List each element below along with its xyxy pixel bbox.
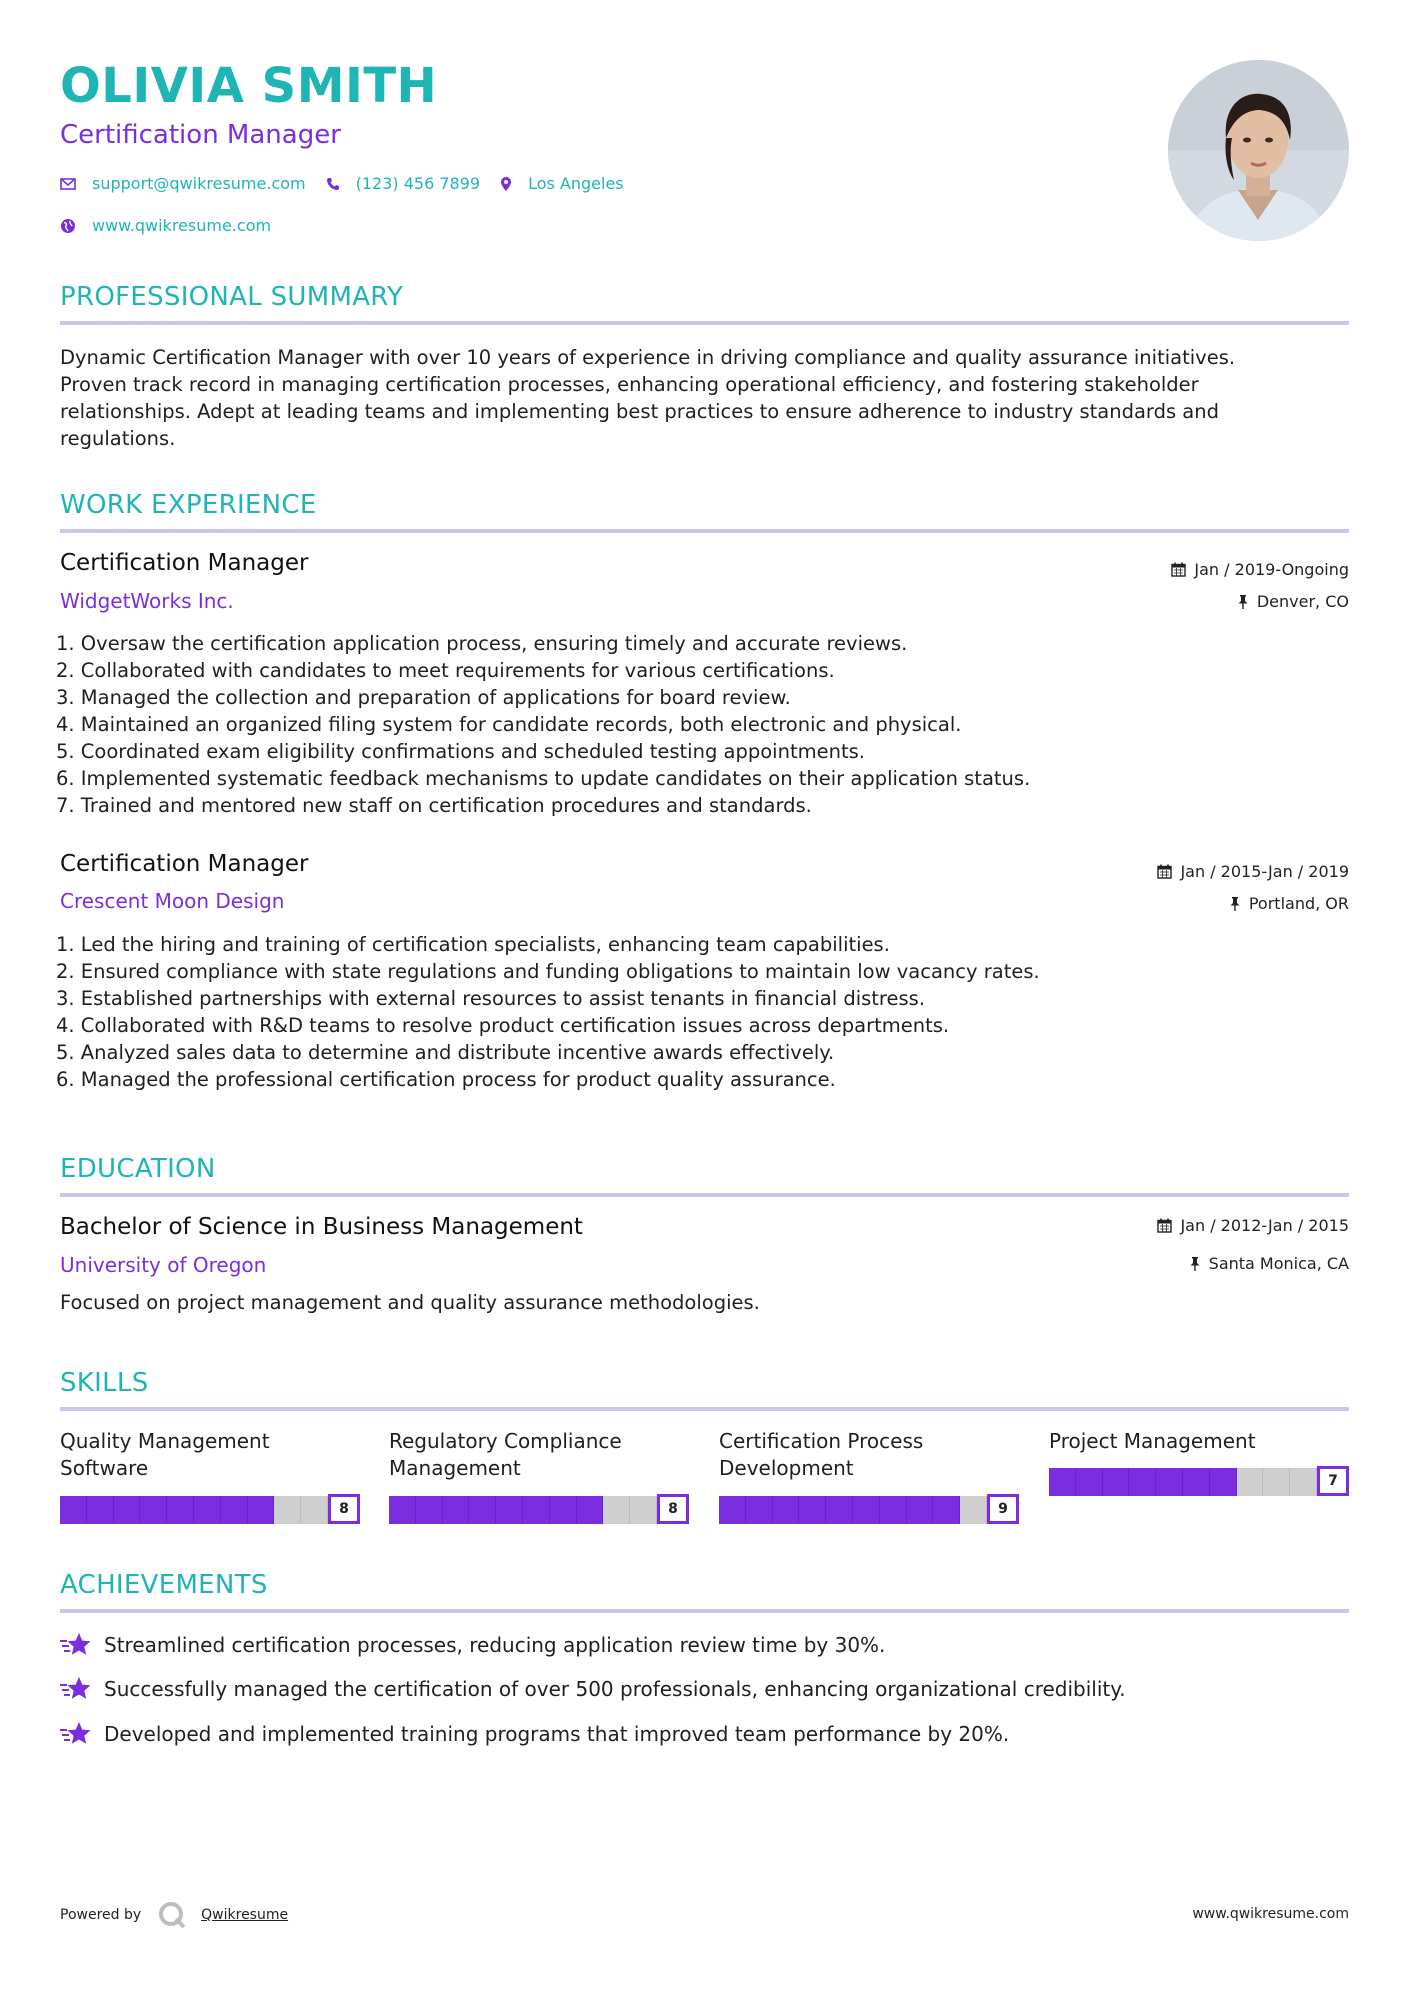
star-icon bbox=[60, 1675, 92, 1703]
pushpin-icon bbox=[1237, 594, 1249, 609]
candidate-name: OLIVIA SMITH bbox=[60, 58, 438, 114]
list-item: 3. Established partnerships with external resources to assist tenants in financial distress. bbox=[56, 987, 926, 1010]
profile-photo bbox=[1168, 60, 1349, 241]
skill-segment-filled bbox=[140, 1496, 167, 1524]
education-description: Focused on project management and quality assurance methodologies. bbox=[60, 1291, 760, 1314]
skill-score: 8 bbox=[657, 1494, 689, 1524]
contact-row-secondary bbox=[60, 216, 291, 235]
skill-segment-filled bbox=[773, 1496, 800, 1524]
skill-segment-filled bbox=[826, 1496, 853, 1524]
calendar-icon bbox=[1157, 864, 1172, 879]
skill-segment-empty bbox=[630, 1496, 657, 1524]
skill-segment-filled bbox=[389, 1496, 416, 1524]
candidate-role: Certification Manager bbox=[60, 120, 341, 150]
skill-segment-filled bbox=[1129, 1468, 1156, 1496]
achievement-text: Successfully managed the certification of over 500 professionals, enhancing organizational credibility. bbox=[104, 1677, 1126, 1701]
globe-icon bbox=[60, 218, 76, 234]
pushpin-icon bbox=[1229, 896, 1241, 911]
contact-location bbox=[500, 174, 624, 193]
skill-level-bar bbox=[60, 1494, 360, 1524]
job-company: WidgetWorks Inc. bbox=[60, 589, 234, 613]
skill-item bbox=[60, 1428, 360, 1517]
star-icon bbox=[60, 1631, 92, 1659]
skill-segment-filled bbox=[1103, 1468, 1130, 1496]
skill-segment-empty bbox=[603, 1496, 630, 1524]
email-text: support@qwikresume.com bbox=[92, 174, 306, 193]
summary-line: Dynamic Certification Manager with over 10 years of experience in driving compliance and quality assurance initiatives. bbox=[60, 346, 1236, 369]
summary-line: Proven track record in managing certification processes, enhancing operational efficiency, and fostering stakeholder bbox=[60, 373, 1199, 396]
job-responsibilities bbox=[56, 931, 1296, 1093]
skill-segment-empty bbox=[301, 1496, 328, 1524]
footer-website[interactable]: www.qwikresume.com bbox=[1192, 1906, 1349, 1922]
skill-name-line: Regulatory Compliance bbox=[389, 1429, 622, 1453]
degree-title: Bachelor of Science in Business Management bbox=[60, 1214, 583, 1240]
skill-segment-filled bbox=[496, 1496, 523, 1524]
contact-website[interactable] bbox=[60, 216, 271, 235]
skill-score: 8 bbox=[328, 1494, 360, 1524]
skill-segment-filled bbox=[416, 1496, 443, 1524]
skill-segment-filled bbox=[550, 1496, 577, 1524]
skill-name-line: Certification Process bbox=[719, 1429, 924, 1453]
profile-portrait bbox=[1168, 60, 1349, 241]
skill-segment-filled bbox=[469, 1496, 496, 1524]
contact-phone[interactable] bbox=[326, 174, 480, 193]
summary-line: relationships. Adept at leading teams and implementing best practices to ensure adherence to industry standards and bbox=[60, 400, 1219, 423]
list-item: 2. Ensured compliance with state regulations and funding obligations to maintain low vacancy rates. bbox=[56, 960, 1040, 983]
skill-segment-filled bbox=[248, 1496, 275, 1524]
job-company: Crescent Moon Design bbox=[60, 889, 285, 913]
website-text: www.qwikresume.com bbox=[92, 216, 272, 235]
pushpin-icon bbox=[1189, 1256, 1201, 1271]
education-dates bbox=[1157, 1216, 1349, 1235]
education-location-text: Santa Monica, CA bbox=[1208, 1254, 1349, 1273]
skill-name bbox=[719, 1428, 1019, 1482]
skill-segment-filled bbox=[1183, 1468, 1210, 1496]
skill-name bbox=[1049, 1428, 1349, 1455]
skill-segment-filled bbox=[167, 1496, 194, 1524]
skill-name bbox=[389, 1428, 689, 1482]
list-item: 6. Managed the professional certification process for product quality assurance. bbox=[56, 1068, 836, 1091]
footer-powered-by bbox=[60, 1900, 288, 1930]
skill-segment-filled bbox=[577, 1496, 604, 1524]
achievement-item bbox=[60, 1720, 1009, 1748]
skill-level-bar bbox=[389, 1494, 689, 1524]
experience-heading: WORK EXPERIENCE bbox=[60, 490, 317, 520]
calendar-icon bbox=[1171, 562, 1186, 577]
achievement-text: Developed and implemented training programs that improved team performance by 20%. bbox=[104, 1722, 1010, 1746]
job-location-text: Denver, CO bbox=[1256, 592, 1349, 611]
achievement-item bbox=[60, 1631, 885, 1659]
job-title: Certification Manager bbox=[60, 851, 309, 877]
skill-name-line: Quality Management bbox=[60, 1429, 270, 1453]
skill-name-line: Project Management bbox=[1049, 1429, 1256, 1453]
skill-segment-filled bbox=[853, 1496, 880, 1524]
skill-item bbox=[1049, 1428, 1349, 1489]
list-item: 6. Implemented systematic feedback mechanisms to update candidates on their application status. bbox=[56, 767, 1031, 790]
skill-item bbox=[719, 1428, 1019, 1517]
skills-heading: SKILLS bbox=[60, 1368, 149, 1398]
skill-segment-filled bbox=[880, 1496, 907, 1524]
achievements-divider bbox=[60, 1609, 1349, 1613]
skill-segment-filled bbox=[799, 1496, 826, 1524]
phone-text: (123) 456 7899 bbox=[355, 174, 481, 193]
skill-score: 7 bbox=[1317, 1466, 1349, 1496]
skill-name-line: Management bbox=[389, 1456, 521, 1480]
achievement-text: Streamlined certification processes, reducing application review time by 30%. bbox=[104, 1633, 886, 1657]
summary-heading: PROFESSIONAL SUMMARY bbox=[60, 282, 404, 312]
list-item: 4. Maintained an organized filing system for candidate records, both electronic and physical. bbox=[56, 713, 962, 736]
skill-segment-filled bbox=[1076, 1468, 1103, 1496]
contact-row-primary bbox=[60, 174, 644, 193]
job-dates bbox=[1157, 862, 1349, 881]
skill-name-line: Development bbox=[719, 1456, 854, 1480]
skill-segment-filled bbox=[221, 1496, 248, 1524]
list-item: 5. Coordinated exam eligibility confirmations and scheduled testing appointments. bbox=[56, 740, 865, 763]
education-divider bbox=[60, 1193, 1349, 1197]
skill-segment-empty bbox=[274, 1496, 301, 1524]
skill-segment-empty bbox=[960, 1496, 987, 1524]
skill-segment-filled bbox=[443, 1496, 470, 1524]
star-icon bbox=[60, 1720, 92, 1748]
list-item: 1. Oversaw the certification application process, ensuring timely and accurate reviews. bbox=[56, 632, 908, 655]
school-name: University of Oregon bbox=[60, 1253, 267, 1277]
skill-item bbox=[389, 1428, 689, 1517]
skill-segment-filled bbox=[719, 1496, 746, 1524]
skill-segment-filled bbox=[907, 1496, 934, 1524]
skill-segment-empty bbox=[1263, 1468, 1290, 1496]
job-dates bbox=[1171, 560, 1349, 579]
skill-level-bar bbox=[719, 1494, 1019, 1524]
skill-segment-empty bbox=[1290, 1468, 1317, 1496]
achievement-item bbox=[60, 1675, 1126, 1703]
list-item: 1. Led the hiring and training of certification specialists, enhancing team capabilities. bbox=[56, 933, 890, 956]
job-dates-text: Jan / 2019-Ongoing bbox=[1194, 560, 1349, 579]
map-pin-icon bbox=[500, 176, 512, 192]
skill-name-line: Software bbox=[60, 1456, 149, 1480]
job-location bbox=[1237, 592, 1349, 611]
summary-divider bbox=[60, 321, 1349, 325]
skill-segment-filled bbox=[60, 1496, 87, 1524]
skills-divider bbox=[60, 1407, 1349, 1411]
skill-segments bbox=[389, 1496, 657, 1524]
skill-segments bbox=[719, 1496, 987, 1524]
achievements-heading: ACHIEVEMENTS bbox=[60, 1570, 268, 1600]
skill-segment-filled bbox=[1049, 1468, 1076, 1496]
skill-segment-filled bbox=[87, 1496, 114, 1524]
skill-segment-filled bbox=[523, 1496, 550, 1524]
phone-icon bbox=[326, 177, 340, 191]
location-text: Los Angeles bbox=[528, 174, 624, 193]
list-item: 7. Trained and mentored new staff on certification procedures and standards. bbox=[56, 794, 812, 817]
skill-score: 9 bbox=[987, 1494, 1019, 1524]
powered-by-label: Powered by bbox=[60, 1907, 142, 1923]
skill-segment-filled bbox=[1156, 1468, 1183, 1496]
job-title: Certification Manager bbox=[60, 550, 309, 576]
job-location bbox=[1229, 894, 1349, 913]
education-dates-text: Jan / 2012-Jan / 2015 bbox=[1180, 1216, 1349, 1235]
skill-segments bbox=[60, 1496, 328, 1524]
list-item: 3. Managed the collection and preparation of applications for board review. bbox=[56, 686, 791, 709]
qwikresume-logo-icon bbox=[157, 1900, 187, 1930]
job-responsibilities bbox=[56, 630, 1296, 819]
job-location-text: Portland, OR bbox=[1248, 894, 1349, 913]
education-location bbox=[1189, 1254, 1349, 1273]
job-dates-text: Jan / 2015-Jan / 2019 bbox=[1180, 862, 1349, 881]
mail-icon bbox=[60, 178, 76, 190]
list-item: 5. Analyzed sales data to determine and distribute incentive awards effectively. bbox=[56, 1041, 835, 1064]
skill-segment-filled bbox=[746, 1496, 773, 1524]
experience-divider bbox=[60, 529, 1349, 533]
calendar-icon bbox=[1157, 1218, 1172, 1233]
skill-segment-filled bbox=[114, 1496, 141, 1524]
skill-segment-filled bbox=[933, 1496, 960, 1524]
list-item: 2. Collaborated with candidates to meet requirements for various certifications. bbox=[56, 659, 835, 682]
skill-segment-filled bbox=[1210, 1468, 1237, 1496]
summary-text bbox=[60, 344, 1349, 452]
list-item: 4. Collaborated with R&D teams to resolve product certification issues across departments. bbox=[56, 1014, 950, 1037]
skill-segment-empty bbox=[1237, 1468, 1264, 1496]
summary-line: regulations. bbox=[60, 427, 176, 450]
skill-segments bbox=[1049, 1468, 1317, 1496]
skill-segment-filled bbox=[194, 1496, 221, 1524]
skill-level-bar bbox=[1049, 1466, 1349, 1496]
contact-email[interactable] bbox=[60, 174, 306, 193]
education-heading: EDUCATION bbox=[60, 1154, 216, 1184]
qwikresume-link[interactable]: Qwikresume bbox=[201, 1907, 289, 1923]
skill-name bbox=[60, 1428, 360, 1482]
